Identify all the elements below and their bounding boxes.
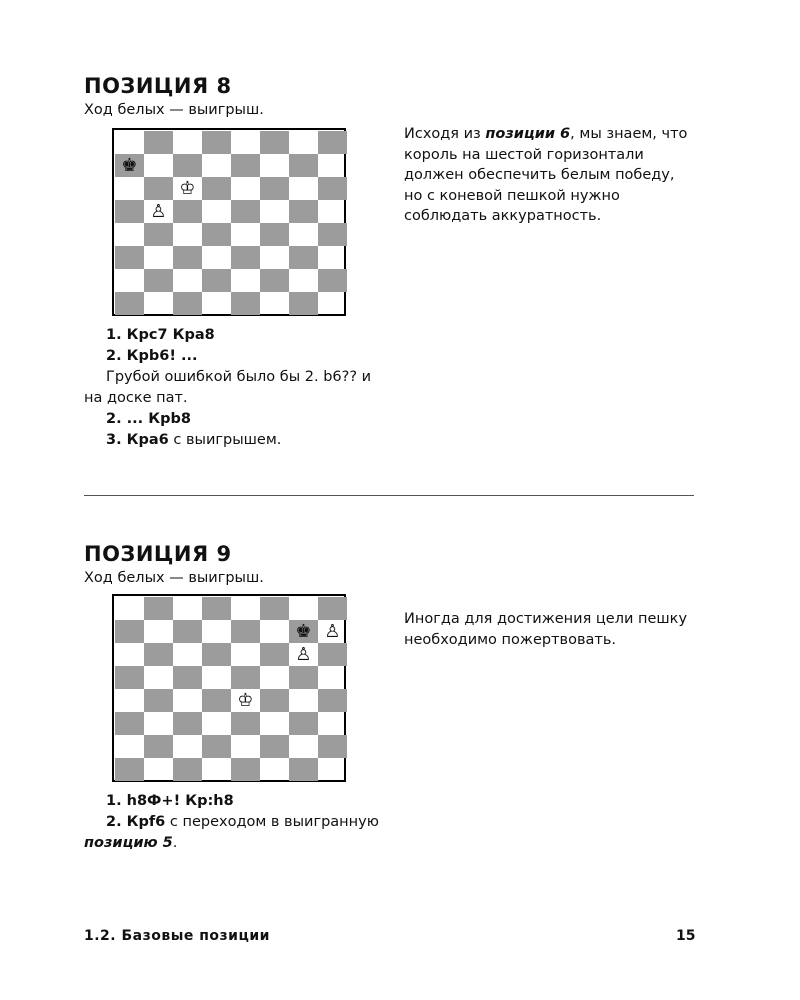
board-square-e3 bbox=[231, 712, 260, 735]
section-divider bbox=[84, 495, 694, 496]
board-square-d2 bbox=[202, 735, 231, 758]
board-square-b2 bbox=[144, 269, 173, 292]
white-pawn-g6: ♙ bbox=[295, 644, 312, 665]
board-square-e6 bbox=[231, 643, 260, 666]
board-square-c6 bbox=[173, 643, 202, 666]
board-square-b2 bbox=[144, 735, 173, 758]
board-square-f6 bbox=[260, 643, 289, 666]
board-square-e6 bbox=[231, 177, 260, 200]
commentary-text: Исходя из bbox=[404, 126, 486, 142]
board-square-a2 bbox=[115, 269, 144, 292]
position-8-commentary bbox=[404, 124, 696, 227]
board-square-g2 bbox=[289, 269, 318, 292]
board-square-g5 bbox=[289, 200, 318, 223]
board-square-f5 bbox=[260, 200, 289, 223]
board-square-c1 bbox=[173, 292, 202, 315]
board-square-a5 bbox=[115, 200, 144, 223]
board-square-e2 bbox=[231, 735, 260, 758]
board-square-f3 bbox=[260, 246, 289, 269]
board-square-f3 bbox=[260, 712, 289, 735]
board-square-f5 bbox=[260, 666, 289, 689]
board-square-a4 bbox=[115, 223, 144, 246]
board-square-c7 bbox=[173, 154, 202, 177]
position-reference: позицию 5 bbox=[84, 835, 173, 851]
board-square-e7 bbox=[231, 154, 260, 177]
move-comment: с выигрышем. bbox=[168, 432, 282, 448]
board-square-b7 bbox=[144, 620, 173, 643]
board-square-d8 bbox=[202, 597, 231, 620]
board-square-h2 bbox=[318, 269, 347, 292]
board-square-g5 bbox=[289, 666, 318, 689]
board-square-g3 bbox=[289, 246, 318, 269]
board-square-b3 bbox=[144, 246, 173, 269]
position-8-moves bbox=[84, 325, 384, 451]
move-comment: с переходом в выигранную bbox=[165, 814, 379, 830]
board-square-d4 bbox=[202, 689, 231, 712]
board-square-d5 bbox=[202, 200, 231, 223]
board-square-c4 bbox=[173, 223, 202, 246]
black-king-g7: ♚ bbox=[295, 621, 312, 642]
board-square-d7 bbox=[202, 154, 231, 177]
board-square-b1 bbox=[144, 292, 173, 315]
board-square-a8 bbox=[115, 597, 144, 620]
board-square-a6 bbox=[115, 643, 144, 666]
board-square-b8 bbox=[144, 597, 173, 620]
board-square-a4 bbox=[115, 689, 144, 712]
board-square-h6 bbox=[318, 643, 347, 666]
position-9-title: ПОЗИЦИЯ 9 bbox=[84, 542, 232, 566]
board-square-e1 bbox=[231, 758, 260, 781]
chess-board-position-9 bbox=[112, 594, 346, 782]
board-square-c3 bbox=[173, 712, 202, 735]
board-square-f2 bbox=[260, 735, 289, 758]
board-square-c1 bbox=[173, 758, 202, 781]
board-square-e4 bbox=[231, 223, 260, 246]
chess-board-position-8 bbox=[112, 128, 346, 316]
board-square-d3 bbox=[202, 246, 231, 269]
board-square-d8 bbox=[202, 131, 231, 154]
board-square-d6 bbox=[202, 177, 231, 200]
board-square-d1 bbox=[202, 292, 231, 315]
move-comment: . bbox=[172, 835, 178, 851]
board-square-b7 bbox=[144, 154, 173, 177]
position-9-subtitle: Ход белых — выигрыш. bbox=[84, 570, 264, 586]
board-square-b8 bbox=[144, 131, 173, 154]
board-square-h1 bbox=[318, 758, 347, 781]
board-square-c8 bbox=[173, 597, 202, 620]
board-square-b6 bbox=[144, 177, 173, 200]
board-square-h5 bbox=[318, 666, 347, 689]
move-line: 2. Крf6 bbox=[106, 814, 166, 830]
board-square-f1 bbox=[260, 292, 289, 315]
board-square-a6 bbox=[115, 177, 144, 200]
board-square-h7 bbox=[318, 154, 347, 177]
move-line: 3. Кра6 bbox=[106, 432, 169, 448]
black-king-a7: ♚ bbox=[121, 155, 138, 176]
move-line: 1. h8Ф+! Кр:h8 bbox=[106, 793, 234, 809]
board-square-d4 bbox=[202, 223, 231, 246]
board-square-g7 bbox=[289, 154, 318, 177]
board-square-c4 bbox=[173, 689, 202, 712]
board-square-h5 bbox=[318, 200, 347, 223]
board-square-g1 bbox=[289, 292, 318, 315]
board-square-e2 bbox=[231, 269, 260, 292]
board-square-a7 bbox=[115, 620, 144, 643]
board-square-e5 bbox=[231, 666, 260, 689]
board-square-a3 bbox=[115, 712, 144, 735]
board-square-f4 bbox=[260, 689, 289, 712]
board-square-c2 bbox=[173, 269, 202, 292]
footer-section-title: 1.2. Базовые позиции bbox=[84, 928, 270, 944]
white-king-c6: ♔ bbox=[179, 178, 196, 199]
board-square-f7 bbox=[260, 154, 289, 177]
board-square-a5 bbox=[115, 666, 144, 689]
board-square-f8 bbox=[260, 131, 289, 154]
board-square-b6 bbox=[144, 643, 173, 666]
position-9-commentary: Иногда для достижения цели пешку необходимо пожертвовать. bbox=[404, 611, 688, 648]
position-9-moves bbox=[84, 791, 384, 854]
board-square-a2 bbox=[115, 735, 144, 758]
board-square-e1 bbox=[231, 292, 260, 315]
board-square-e3 bbox=[231, 246, 260, 269]
board-square-h3 bbox=[318, 712, 347, 735]
board-square-g6 bbox=[289, 177, 318, 200]
white-pawn-b5: ♙ bbox=[150, 201, 167, 222]
board-square-g8 bbox=[289, 597, 318, 620]
board-square-g8 bbox=[289, 131, 318, 154]
board-square-a3 bbox=[115, 246, 144, 269]
board-square-f1 bbox=[260, 758, 289, 781]
position-reference: позиции 6 bbox=[485, 126, 571, 142]
board-square-a8 bbox=[115, 131, 144, 154]
board-square-d1 bbox=[202, 758, 231, 781]
board-square-b1 bbox=[144, 758, 173, 781]
white-pawn-h7: ♙ bbox=[324, 621, 341, 642]
board-square-h4 bbox=[318, 689, 347, 712]
board-square-h4 bbox=[318, 223, 347, 246]
board-square-f7 bbox=[260, 620, 289, 643]
position-8-subtitle: Ход белых — выигрыш. bbox=[84, 102, 264, 118]
board-square-h8 bbox=[318, 131, 347, 154]
board-square-d7 bbox=[202, 620, 231, 643]
board-square-f4 bbox=[260, 223, 289, 246]
board-square-h8 bbox=[318, 597, 347, 620]
board-square-d5 bbox=[202, 666, 231, 689]
board-square-b3 bbox=[144, 712, 173, 735]
board-square-h6 bbox=[318, 177, 347, 200]
board-square-b5 bbox=[144, 666, 173, 689]
board-square-c3 bbox=[173, 246, 202, 269]
board-square-c7 bbox=[173, 620, 202, 643]
board-square-g4 bbox=[289, 223, 318, 246]
move-comment: Грубой ошибкой было бы 2. b6?? и на доске пат. bbox=[84, 369, 372, 406]
board-square-b4 bbox=[144, 223, 173, 246]
board-square-f6 bbox=[260, 177, 289, 200]
board-square-e5 bbox=[231, 200, 260, 223]
move-line: 2. Крb6! ... bbox=[106, 348, 198, 364]
board-square-b4 bbox=[144, 689, 173, 712]
board-square-a1 bbox=[115, 292, 144, 315]
board-square-c8 bbox=[173, 131, 202, 154]
board-square-d3 bbox=[202, 712, 231, 735]
board-square-f8 bbox=[260, 597, 289, 620]
commentary-text: , мы знаем, что король на шестой горизонтали должен обеспечить белым победу, но с коневой пешкой нужно соблюдать аккуратность. bbox=[404, 126, 688, 224]
board-square-g2 bbox=[289, 735, 318, 758]
page-number: 15 bbox=[676, 928, 696, 944]
position-8-title: ПОЗИЦИЯ 8 bbox=[84, 74, 232, 98]
board-square-a1 bbox=[115, 758, 144, 781]
board-square-c5 bbox=[173, 666, 202, 689]
board-square-h2 bbox=[318, 735, 347, 758]
move-line: 2. ... Крb8 bbox=[106, 411, 191, 427]
board-square-e8 bbox=[231, 131, 260, 154]
board-square-d6 bbox=[202, 643, 231, 666]
board-square-h3 bbox=[318, 246, 347, 269]
board-square-g4 bbox=[289, 689, 318, 712]
board-square-c2 bbox=[173, 735, 202, 758]
board-square-c5 bbox=[173, 200, 202, 223]
board-square-f2 bbox=[260, 269, 289, 292]
white-king-e4: ♔ bbox=[237, 690, 254, 711]
board-square-e7 bbox=[231, 620, 260, 643]
board-square-h1 bbox=[318, 292, 347, 315]
board-square-e8 bbox=[231, 597, 260, 620]
move-line: 1. Крс7 Кра8 bbox=[106, 327, 215, 343]
board-square-g3 bbox=[289, 712, 318, 735]
board-square-g1 bbox=[289, 758, 318, 781]
board-square-d2 bbox=[202, 269, 231, 292]
